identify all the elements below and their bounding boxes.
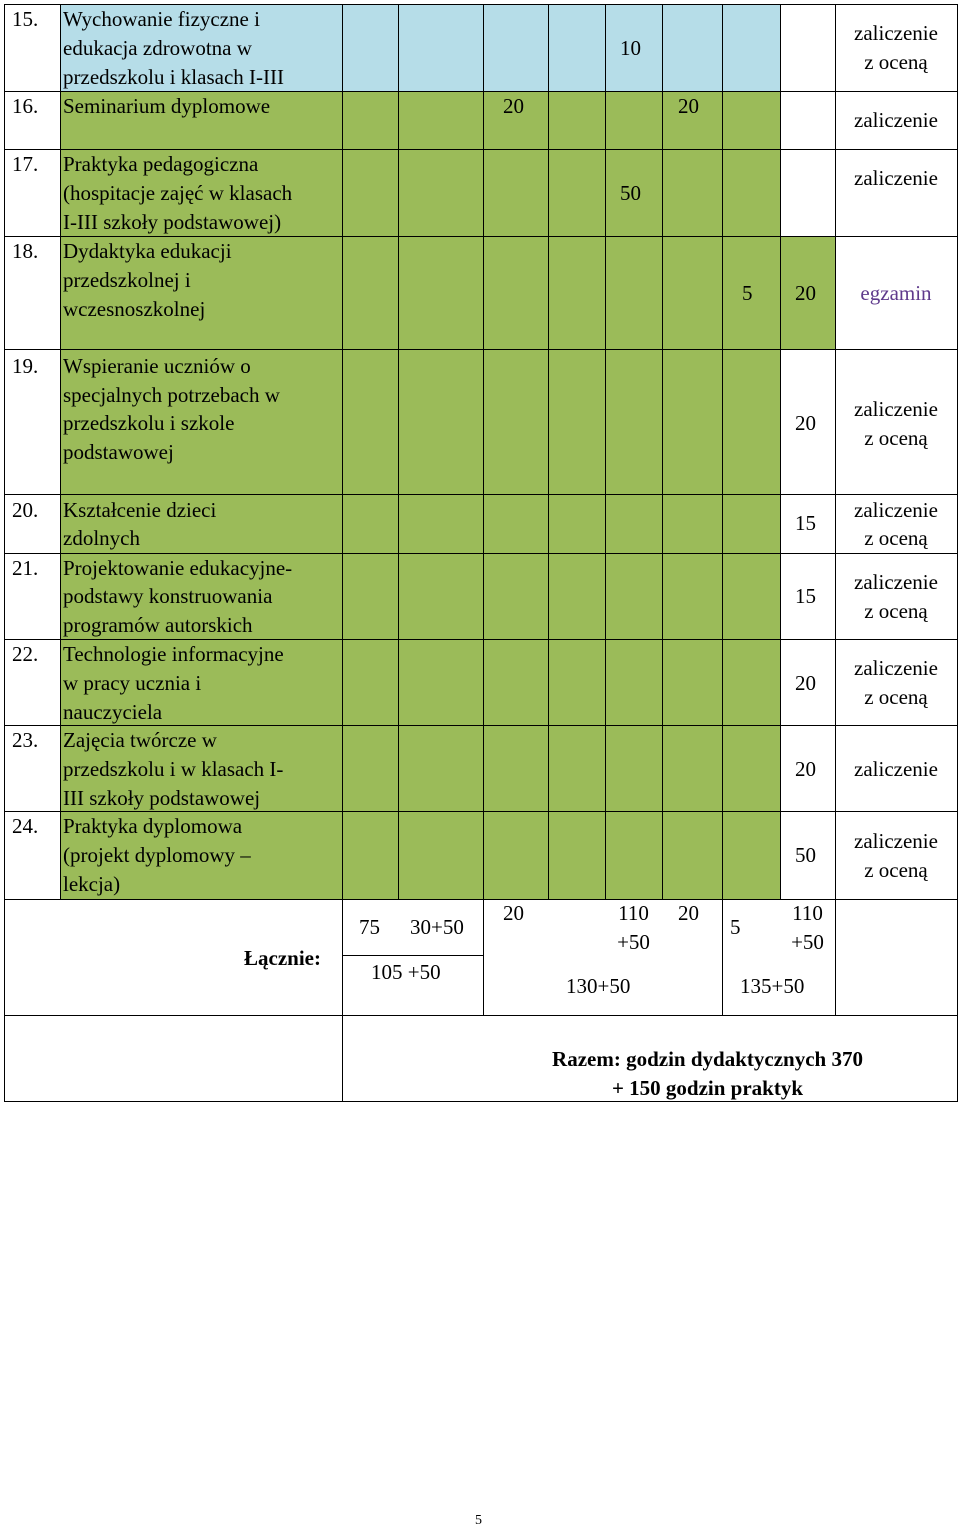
subject-name: przedszkolu i w klasach I- [63, 757, 284, 781]
subject-name: Praktyka dyplomowa [63, 814, 243, 838]
summary-text: + 150 godzin praktyk [611, 1076, 804, 1100]
total-value: +50 [791, 930, 824, 954]
subject-name: Zajęcia twórcze w [63, 728, 217, 752]
assessment: zaliczenie [854, 108, 938, 132]
subject-name: Praktyka pedagogiczna [63, 152, 259, 176]
subject-name: wczesnoszkolnej [63, 297, 206, 321]
row-number: 18. [12, 239, 39, 263]
subject-name: edukacja zdrowotna w [63, 36, 252, 60]
assessment: z oceną [864, 599, 928, 623]
assessment: z oceną [864, 426, 928, 450]
hours-value: 50 [620, 181, 641, 205]
assessment: z oceną [864, 526, 928, 550]
subject-name: Kształcenie dzieci [63, 498, 217, 522]
subject-name: lekcja) [63, 872, 121, 896]
totals-label: Łącznie: [244, 946, 321, 970]
subject-name: Projektowanie edukacyjne- [63, 556, 293, 580]
row-number: 21. [12, 556, 39, 580]
total-value: 5 [730, 915, 741, 939]
subject-name: Wspieranie uczniów o [63, 354, 251, 378]
subject-name: I-III szkoły podstawowej) [63, 210, 282, 234]
subject-name: programów autorskich [63, 613, 253, 637]
subject-name: III szkoły podstawowej [63, 786, 261, 810]
subject-name: przedszkolu i klasach I-III [63, 65, 284, 89]
row-number: 16. [12, 94, 39, 118]
hours-value: 5 [742, 281, 753, 305]
subject-name: podstawowej [63, 440, 174, 464]
total-value: 20 [678, 901, 699, 925]
total-value: 75 [359, 915, 380, 939]
total-value: 20 [503, 901, 524, 925]
total-sum: 105 +50 [371, 960, 441, 984]
hours-value: 20 [795, 411, 816, 435]
subject-name: Technologie informacyjne [63, 642, 284, 666]
assessment: z oceną [864, 685, 928, 709]
summary-text: Razem: godzin dydaktycznych 370 [552, 1047, 863, 1071]
row-number: 23. [12, 728, 39, 752]
assessment: z oceną [864, 858, 928, 882]
subject-name: (projekt dyplomowy – [63, 843, 251, 867]
hours-value: 15 [795, 511, 816, 535]
assessment: z oceną [864, 50, 928, 74]
hours-value: 15 [795, 584, 816, 608]
assessment: egzamin [860, 281, 932, 305]
hours-value: 10 [620, 36, 641, 60]
row-number: 15. [12, 7, 39, 31]
subject-name: Wychowanie fizyczne i [63, 7, 260, 31]
assessment: zaliczenie [854, 829, 938, 853]
hours-value: 20 [795, 281, 816, 305]
assessment: zaliczenie [854, 498, 938, 522]
page-number: 5 [475, 1513, 482, 1528]
subject-name: Seminarium dyplomowe [63, 94, 271, 118]
total-sum: 130+50 [566, 974, 631, 998]
assessment: zaliczenie [854, 570, 938, 594]
assessment: zaliczenie [854, 656, 938, 680]
subject-name: nauczyciela [63, 700, 163, 724]
hours-value: 20 [678, 94, 699, 118]
subject-name: przedszkolnej i [63, 268, 191, 292]
total-sum: 135+50 [740, 974, 805, 998]
row-number: 19. [12, 354, 39, 378]
subject-name: podstawy konstruowania [63, 584, 273, 608]
subject-name: (hospitacje zajęć w klasach [63, 181, 293, 205]
hours-value: 50 [795, 843, 816, 867]
total-value: 110 [792, 901, 823, 925]
hours-value: 20 [503, 94, 524, 118]
subject-name: specjalnych potrzebach w [63, 383, 280, 407]
assessment: zaliczenie [854, 397, 938, 421]
assessment: zaliczenie [854, 166, 938, 190]
total-value: +50 [617, 930, 650, 954]
row-number: 17. [12, 152, 39, 176]
assessment: zaliczenie [854, 757, 938, 781]
total-value: 30+50 [410, 915, 464, 939]
row-number: 24. [12, 814, 39, 838]
hours-value: 20 [795, 757, 816, 781]
subject-name: zdolnych [63, 526, 140, 550]
subject-name: Dydaktyka edukacji [63, 239, 232, 263]
subject-name: przedszkolu i szkole [63, 411, 235, 435]
total-value: 110 [618, 901, 649, 925]
row-number: 22. [12, 642, 39, 666]
hours-value: 20 [795, 671, 816, 695]
assessment: zaliczenie [854, 21, 938, 45]
row-number: 20. [12, 498, 39, 522]
subject-name: w pracy ucznia i [63, 671, 202, 695]
